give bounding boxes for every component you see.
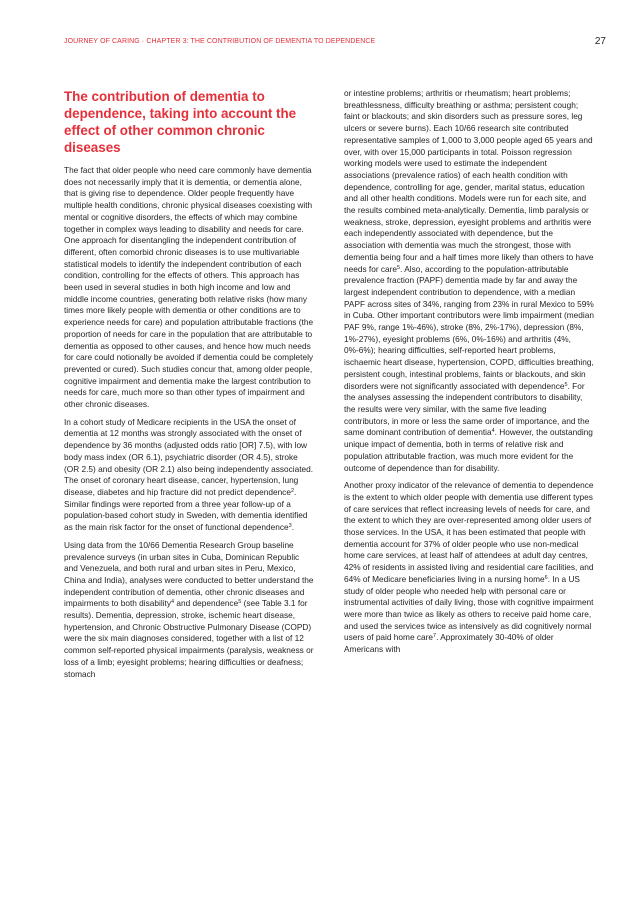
left-column (64, 88, 314, 686)
body-paragraph: The fact that older people who need care commonly have dementia does not necessarily imply that it is dementia, or dementia alone, that is giving rise to dependence. Older people frequently have multiple health conditions, chronic physical diseases coexisting with mental or cognitive disorders, the effects of which may combine together in complex ways leading to disability and needs for care. One approach for disentangling the independent contribution of different, often comorbid chronic diseases is to use multivariable statistical models to identify the independent contribution of each condition, controlling for the effects of others. This approach has been used in several studies in both high income and low and middle income countries, generating both relative risks (how many times more likely people with dementia or other conditions are to experience needs for care) and population attributable fractions (the proportion of needs for care in the population that are attributable to dementia as opposed to other causes, and hence how much needs for care could notionally be avoided if dementia could be completely prevented or cured). Such studies concur that, among older people, cognitive impairment and dementia make the largest contribution to needs for care, much more so than other types of impairment and other chronic diseases. (64, 165, 314, 410)
reference-marker: 6 (544, 574, 548, 581)
reference-marker: 4 (491, 428, 495, 435)
reference-marker: 7 (433, 633, 437, 640)
running-head: JOURNEY OF CARING · CHAPTER 3: THE CONTRIBUTION OF DEMENTIA TO DEPENDENCE (64, 38, 376, 45)
page-number: 27 (594, 36, 606, 47)
reference-marker: 5 (397, 264, 401, 271)
body-paragraph: Another proxy indicator of the relevance of dementia to dependence is the extent to which older people with dementia use different types of care services that reflect increasing levels of needs for care, and the extent to which they are over-represented among older users of those services. In the USA, it has been estimated that people with dementia account for 37% of older people who use non-medical home care services, at least half of attendees at adult day centres, 42% of residents in assisted living and residential care facilities, and 64% of Medicare beneficiaries living in a nursing home$^6$. In a US study of older people who needed help with personal care or instrumental activities of daily living, those with cognitive impairment were more than twice as likely as others to receive paid home care, and used the services twice as intensively as did cognitively normal users of paid home care$^7$. Approximately 30-40% of older Americans with (344, 480, 594, 655)
page-header (64, 38, 606, 52)
reference-marker: 4 (171, 599, 175, 606)
reference-marker: 5 (564, 381, 568, 388)
reference-marker: 5 (238, 599, 242, 606)
body-paragraph: or intestine problems; arthritis or rheumatism; heart problems; breathlessness, difficulty breathing or asthma; persistent cough; faint or blackouts; and skin disorders such as pressure sores, leg ulcers or severe burns). Each 10/66 research site contributed representative samples of 1,000 to 3,000 people aged 65 years and over, with over 15,000 participants in total. Poisson regression working models were used to estimate the independent associations (prevalence ratios) of each health condition with dependence, controlling for age, gender, marital status, education and all other health conditions. Models were run for each site, and the results combined meta-analytically. Dementia, limb paralysis or weakness, stroke, depression, eyesight problems and arthritis were each independently associated with dependence, but the association with dementia was much the strongest, those with dementia being four and a half times more likely than others to have needs for care$^5$. Also, according to the population-attributable prevalence fraction (PAPF) dementia made by far and away the largest independent contribution to dependence, with a median PAPF across sites of 34%, ranging from 23% in rural Mexico to 59% in Cuba. Other important contributors were limb impairment (median PAF 9%, range 1%-46%), stroke (8%, 2%-17%), depression (8%, 1%-27%), eyesight problems (6%, 0%-16%) and arthritis (4%, 0%-6%); hearing difficulties, self-reported heart problems, ischaemic heart disease, hypertension, COPD, difficulties breathing, persistent cough, intestinal problems, faints or blackouts, and skin disorders were not significantly associated with dependence$^5$. For the analyses assessing the independent contributors to disability, the results were very similar, with the same five leading contributors, in more or less the same order of importance, and the same dominant contribution of dementia$^4$. However, the outstanding unique impact of dementia, both in terms of relative risk and population attributable fraction, was much more evident for the outcome of dependence than for disability. (344, 88, 594, 473)
right-column (344, 88, 594, 662)
reference-marker: 2 (290, 487, 295, 494)
body-paragraph: In a cohort study of Medicare recipients in the USA the onset of dementia at 12 months was strongly associated with the onset of dependence by 36 months (adjusted odds ratio [OR] 7.5), with low body mass index (OR 6.1), psychiatric disorder (OR 4.5), stroke (OR 2.5) and obesity (OR 2.1) also being independently associated. The onset of coronary heart disease, cancer, hypertension, lung disease, diabetes and hip fracture did not predict dependence$^2$. Similar findings were reported from a three year follow-up of a population-based cohort study in Sweden, with dementia identified as the main risk factor for the onset of functional dependence$^3$. (64, 416, 314, 533)
reference-marker: 3 (288, 523, 292, 530)
body-paragraph: Using data from the 10/66 Dementia Research Group baseline prevalence surveys (in urban sites in Cuba, Dominican Republic and Venezuela, and both rural and urban sites in Peru, Mexico, China and India), analyses were conducted to better understand the independent contribution of dementia, other chronic diseases and impairments to both disability$^4$ and dependence$^5$ (see Table 3.1 for results). Dementia, depression, stroke, ischemic heart disease, hypertension, and Chronic Obstructive Pulmonary Disease (COPD) were the six main diagnoses considered, together with a list of 12 common self-reported physical impairments (paralysis, weakness or loss of a limb; eyesight problems; hearing difficulties or deafness; stomach (64, 539, 314, 679)
section-title: The contribution of dementia to dependence, taking into account the effect of other common chronic diseases (64, 89, 297, 155)
